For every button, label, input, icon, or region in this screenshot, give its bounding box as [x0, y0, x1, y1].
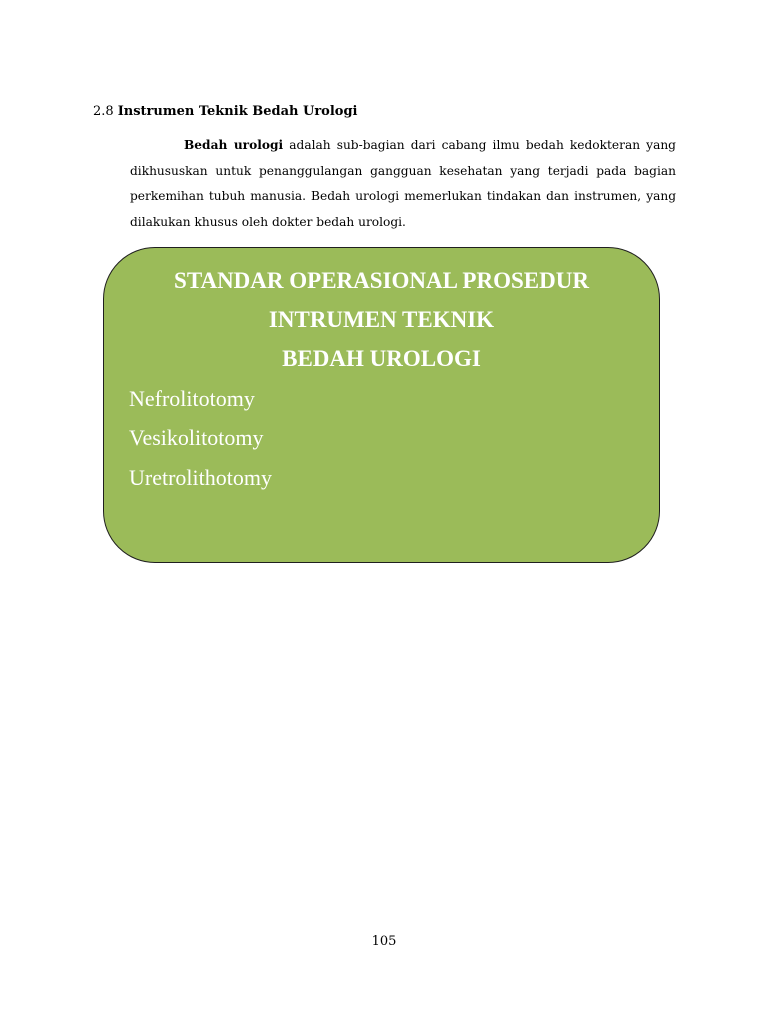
sop-item-uretrolithotomy: Uretrolithotomy: [129, 465, 272, 490]
section-heading: [93, 104, 357, 119]
section-number: 2.8: [93, 104, 114, 119]
sop-item-nefrolitotomy: Nefrolitotomy: [129, 386, 255, 411]
paragraph-lead-term: Bedah urologi: [184, 138, 284, 152]
page-number: 105: [371, 934, 397, 949]
paragraph-text: adalah sub-bagian dari cabang ilmu bedah kedokteran yang dikhususkan untuk penanggulangan gangguan kesehatan yang terjadi pada bagian perkemihan tubuh manusia. Bedah urologi memerlukan tindakan dan instrumen, yang dilakukan khusus oleh dokter bedah urologi.: [130, 138, 676, 229]
sop-box: [103, 247, 660, 563]
sop-item-vesikolitotomy: Vesikolitotomy: [129, 425, 264, 450]
sop-title-line-3: BEDAH UROLOGI: [282, 346, 481, 371]
body-paragraph: [130, 133, 676, 235]
sop-title-line-1: STANDAR OPERASIONAL PROSEDUR: [174, 268, 589, 293]
sop-title-line-2: INTRUMEN TEKNIK: [268, 307, 495, 332]
section-title: Instrumen Teknik Bedah Urologi: [117, 104, 358, 119]
